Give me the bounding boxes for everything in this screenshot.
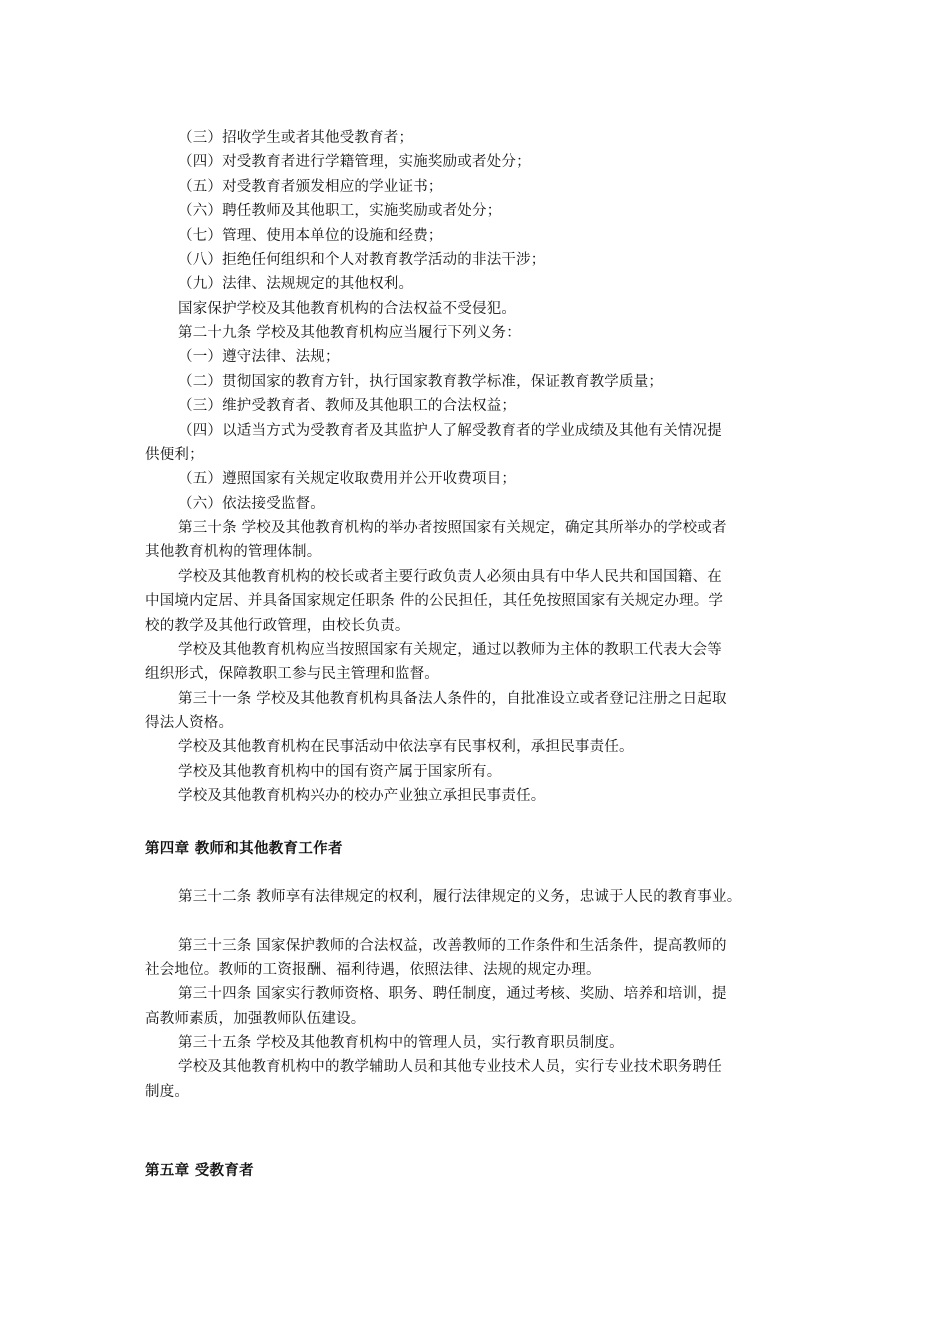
text-line: 学校及其他教育机构中的教学辅助人员和其他专业技术人员，实行专业技术职务聘任: [178, 1059, 722, 1075]
text-line: 第二十九条 学校及其他教育机构应当履行下列义务：: [178, 325, 521, 341]
text-line: 学校及其他教育机构兴办的校办产业独立承担民事责任。: [178, 788, 546, 804]
text-line: 其他教育机构的管理体制。: [145, 544, 322, 560]
text-line: 得法人资格。: [145, 715, 234, 731]
text-line: 第三十三条 国家保护教师的合法权益，改善教师的工作条件和生活条件，提高教师的: [178, 938, 727, 954]
text-line: 学校及其他教育机构应当按照国家有关规定，通过以教师为主体的教职工代表大会等: [178, 642, 722, 658]
text-line: 中国境内定居、并具备国家规定任职条 件的公民担任，其任免按照国家有关规定办理。学: [145, 593, 724, 609]
text-line: 第三十二条 教师享有法律规定的权利，履行法律规定的义务，忠诚于人民的教育事业。: [178, 889, 742, 905]
chapter-heading: 第五章 受教育者: [145, 1163, 254, 1179]
text-line: （三）招收学生或者其他受教育者；: [178, 130, 414, 146]
text-line: （九）法律、法规规定的其他权利。: [178, 276, 414, 292]
text-line: （八）拒绝任何组织和个人对教育教学活动的非法干涉；: [178, 252, 546, 268]
text-line: （五）对受教育者颁发相应的学业证书；: [178, 179, 443, 195]
text-line: 学校及其他教育机构的校长或者主要行政负责人必须由具有中华人民共和国国籍、在: [178, 569, 722, 585]
text-line: 组织形式，保障教职工参与民主管理和监督。: [145, 666, 439, 682]
text-line: （七）管理、使用本单位的设施和经费；: [178, 228, 443, 244]
text-line: 第三十一条 学校及其他教育机构具备法人条件的，自批准设立或者登记注册之日起取: [178, 691, 727, 707]
text-line: 学校及其他教育机构在民事活动中依法享有民事权利，承担民事责任。: [178, 739, 634, 755]
text-line: 校的教学及其他行政管理，由校长负责。: [145, 618, 410, 634]
text-line: 第三十四条 国家实行教师资格、职务、聘任制度，通过考核、奖励、培养和培训，提: [178, 986, 727, 1002]
text-line: 社会地位。教师的工资报酬、福利待遇，依照法律、法规的规定办理。: [145, 962, 601, 978]
text-line: 制度。: [145, 1084, 190, 1100]
text-line: 学校及其他教育机构中的国有资产属于国家所有。: [178, 764, 502, 780]
text-line: （五）遵照国家有关规定收取费用并公开收费项目；: [178, 471, 517, 487]
text-line: （四）对受教育者进行学籍管理，实施奖励或者处分；: [178, 154, 531, 170]
text-line: （六）聘任教师及其他职工，实施奖励或者处分；: [178, 203, 502, 219]
text-line: （六）依法接受监督。: [178, 496, 325, 512]
text-line: 国家保护学校及其他教育机构的合法权益不受侵犯。: [178, 301, 517, 317]
text-line: 第三十五条 学校及其他教育机构中的管理人员，实行教育职员制度。: [178, 1035, 624, 1051]
text-line: （二）贯彻国家的教育方针，执行国家教育教学标准，保证教育教学质量；: [178, 374, 664, 390]
text-line: 高教师素质，加强教师队伍建设。: [145, 1011, 366, 1027]
text-line: （四）以适当方式为受教育者及其监护人了解受教育者的学业成绩及其他有关情况提: [178, 423, 722, 439]
chapter-heading: 第四章 教师和其他教育工作者: [145, 841, 343, 857]
text-line: 第三十条 学校及其他教育机构的举办者按照国家有关规定，确定其所举办的学校或者: [178, 520, 727, 536]
text-line: （三）维护受教育者、教师及其他职工的合法权益；: [178, 398, 517, 414]
text-line: 供便利；: [145, 447, 204, 463]
text-line: （一）遵守法律、法规；: [178, 349, 340, 365]
